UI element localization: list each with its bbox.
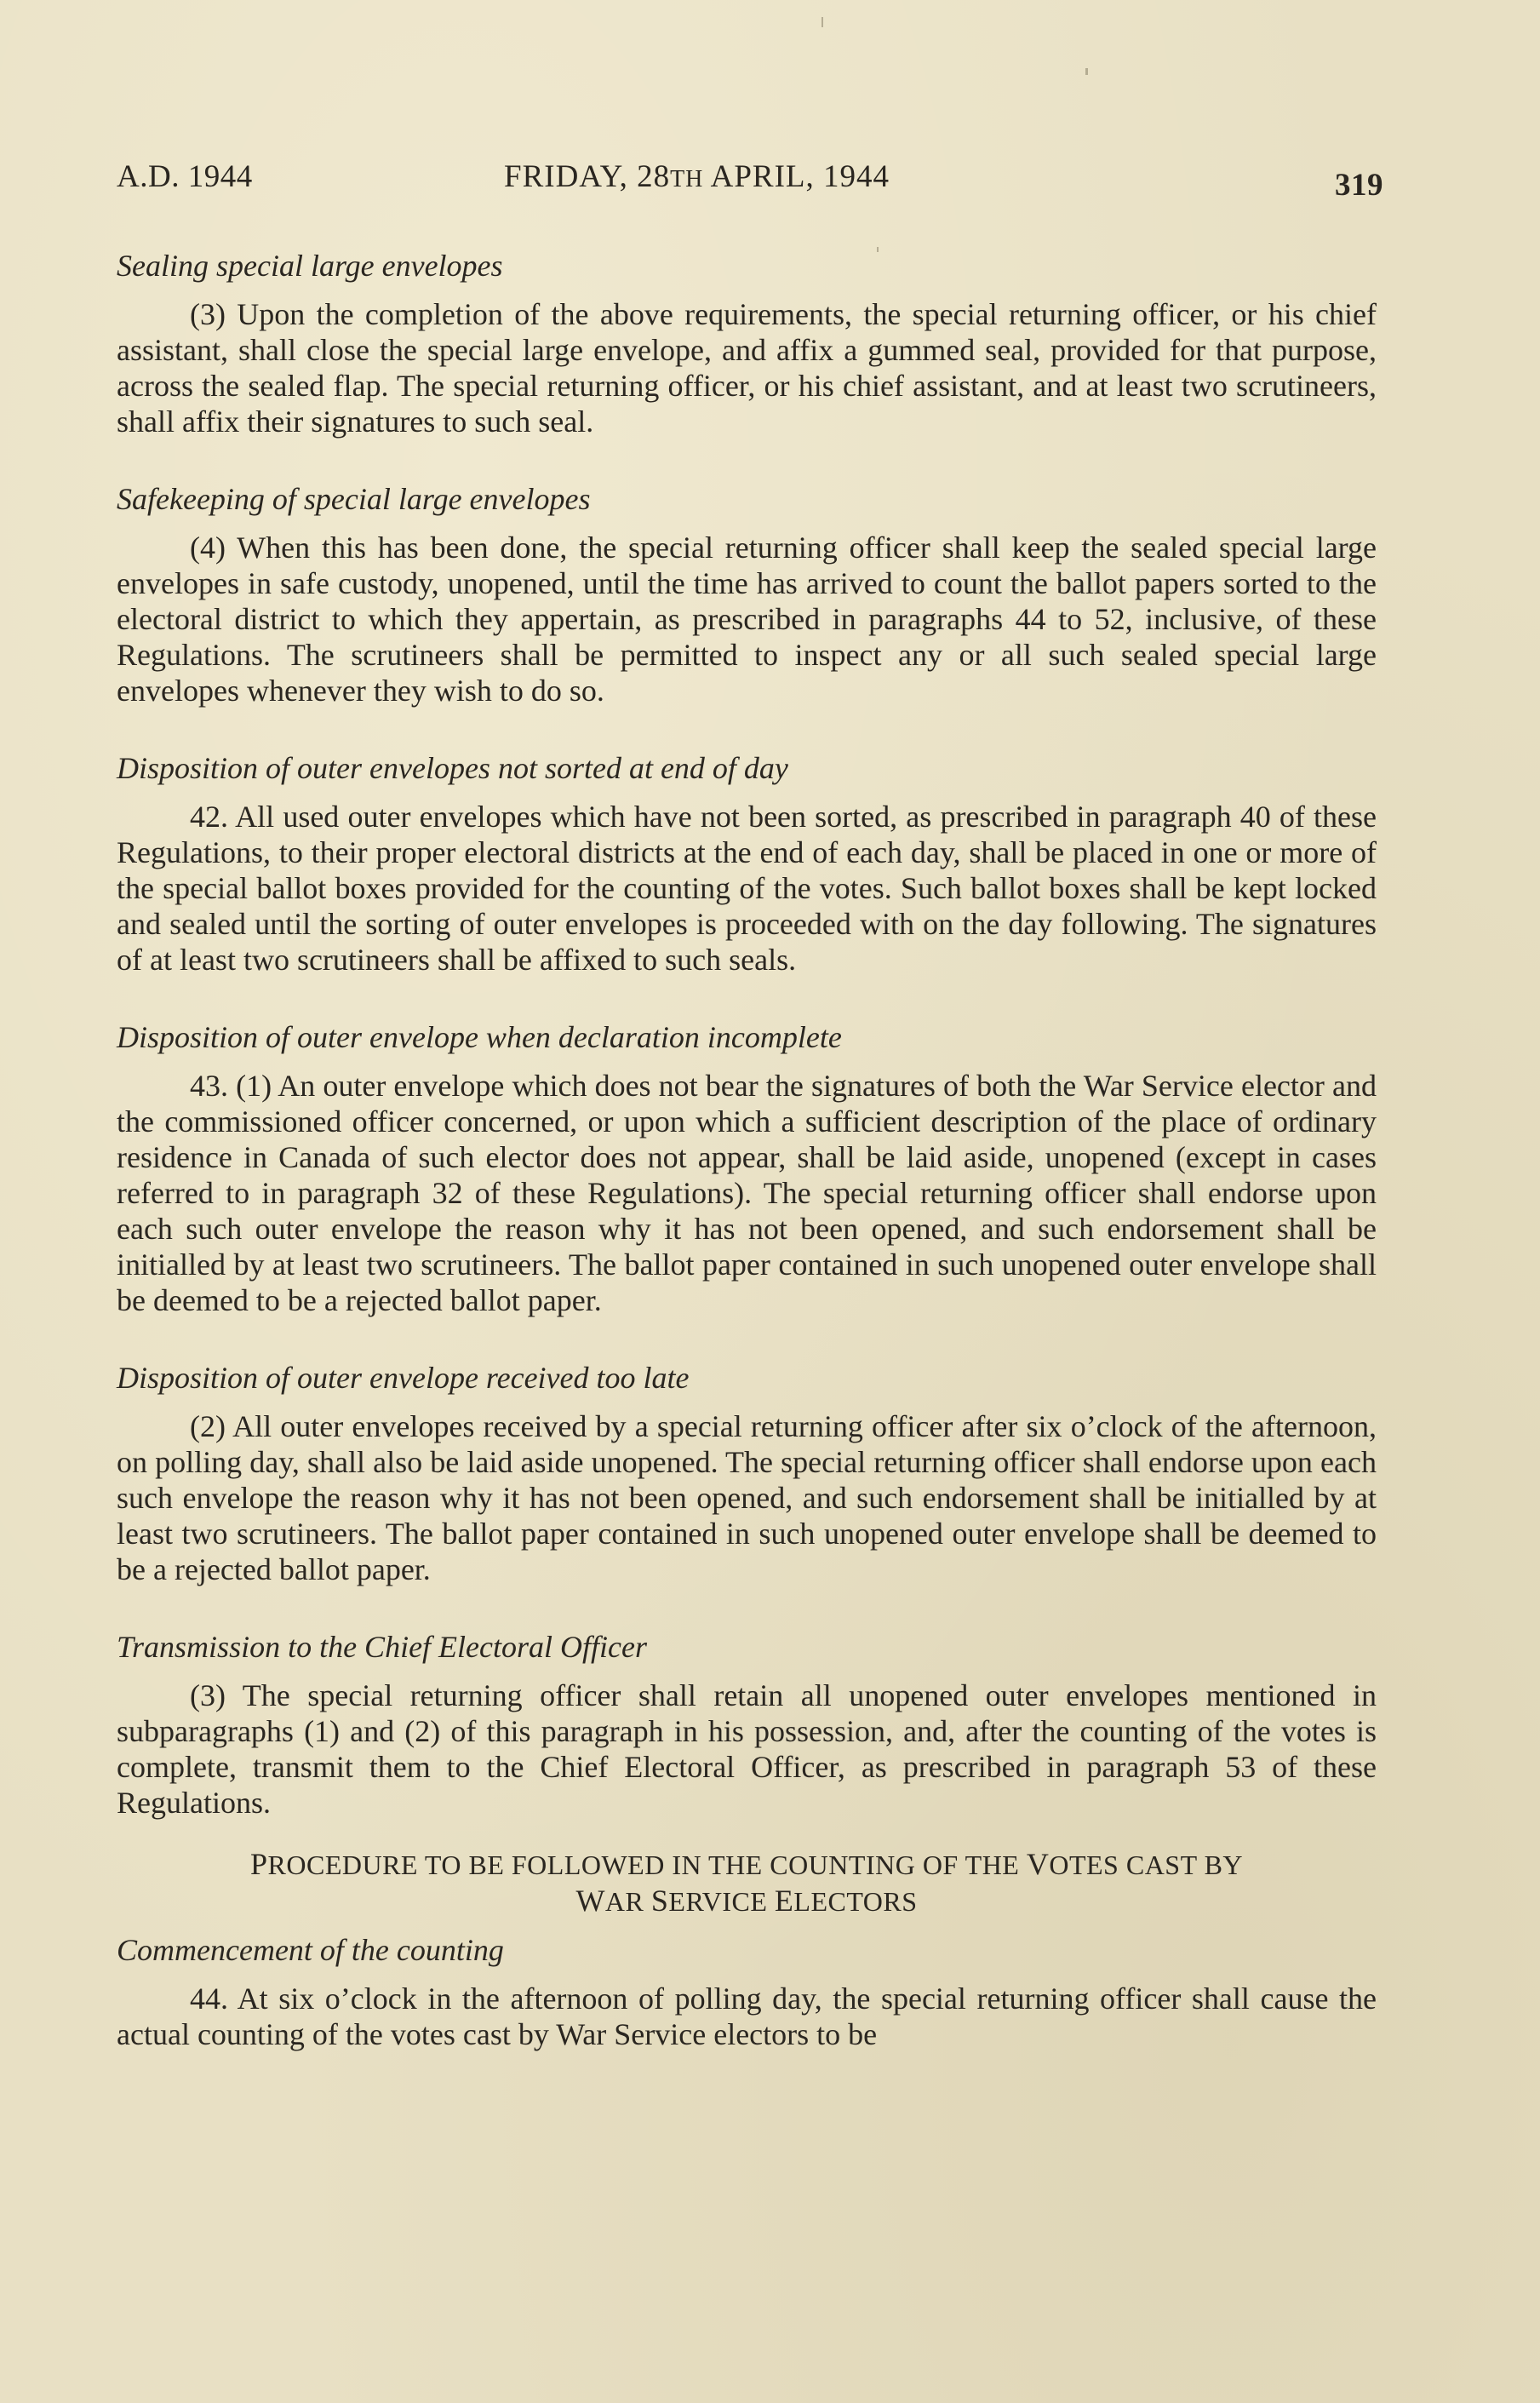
procedure-title — [117, 1846, 1377, 1919]
procedure-title-line-2: WAR SERVICE ELECTORS — [575, 1884, 918, 1918]
section-text-too-late: (2) All outer envelopes received by a special returning officer after six o’clock of the afternoon, on polling day, shall also be laid aside unopened. The special returning officer shall endorse upon each such envelope the reason why it has not been opened, and such endorsement shall be initialled by at least two scrutineers. The ballot paper contained in such unopened outer envelope shall be deemed to be a rejected ballot paper. — [117, 1409, 1377, 1586]
paper-speck — [877, 247, 879, 252]
section-text-declaration-incomplete: 43. (1) An outer envelope which does not bear the signatures of both the War Service elector and the commissioned officer concerned, or upon which a sufficient description of the place of ordinary residence in Canada of such elector does not appear, shall be laid aside, unopened (except in cases referred to in paragraph 32 of these Regulations). The special returning officer shall endorse upon each such outer envelope the reason why it has not been opened, and such endorsement shall be initialled by at least two scrutineers. The ballot paper contained in such unopened outer envelope shall be deemed to be a rejected ballot paper. — [117, 1069, 1377, 1317]
section-text-safekeeping: (4) When this has been done, the special returning officer shall keep the sealed special large envelopes in safe custody, unopened, until the time has arrived to count the ballot papers sorted to the electoral district to which they appertain, as prescribed in paragraphs 44 to 52, inclusive, of these Regulations. The scrutineers shall be permitted to inspect any or all such sealed special large envelopes whenever they wish to do so. — [117, 530, 1377, 708]
section-heading-commencement: Commencement of the counting — [117, 1933, 504, 1967]
section-heading-transmission: Transmission to the Chief Electoral Officer — [117, 1630, 647, 1664]
paper-speck — [1085, 68, 1088, 75]
section-text-commencement: 44. At six o’clock in the afternoon of polling day, the special returning officer shall cause the actual counting of the votes cast by War Service electors to be — [117, 1981, 1377, 2051]
section-heading-declaration-incomplete: Disposition of outer envelope when declaration incomplete — [117, 1020, 842, 1054]
section-text-sealing: (3) Upon the completion of the above requirements, the special returning officer, or his chief assistant, shall close the special large envelope, and affix a gummed seal, provided for that purpose, across the sealed flap. The special returning officer, or his chief assistant, and at least two scrutineers, shall affix their signatures to such seal. — [117, 297, 1377, 439]
page-number: 319 — [1335, 168, 1383, 203]
page-header — [117, 155, 1383, 206]
section-heading-not-sorted: Disposition of outer envelopes not sorted at end of day — [117, 751, 788, 785]
section-heading-sealing: Sealing special large envelopes — [117, 249, 503, 283]
page-body — [117, 247, 1377, 2052]
header-date: FRIDAY, 28TH APRIL, 1944 — [504, 159, 890, 194]
section-text-transmission: (3) The special returning officer shall retain all unopened outer envelopes mentioned in subparagraphs (1) and (2) of this paragraph in his possession, and, after the counting of the votes is complete, transmit them to the Chief Electoral Officer, as prescribed in paragraph 53 of these Regulations. — [117, 1678, 1377, 1820]
section-heading-too-late: Disposition of outer envelope received too late — [117, 1361, 690, 1395]
section-text-not-sorted: 42. All used outer envelopes which have not been sorted, as prescribed in paragraph 40 of these Regulations, to their proper electoral districts at the end of each day, shall be placed in one or more of the special ballot boxes provided for the counting of the votes. Such ballot boxes shall be kept locked and sealed until the sorting of outer envelopes is proceeded with on the day following. The signatures of at least two scrutineers shall be affixed to such seals. — [117, 800, 1377, 977]
procedure-title-line-1: PROCEDURE TO BE FOLLOWED IN THE COUNTING OF THE VOTES CAST BY — [249, 1847, 1244, 1881]
paper-speck — [822, 17, 823, 27]
header-year: A.D. 1944 — [117, 159, 253, 194]
section-heading-safekeeping: Safekeeping of special large envelopes — [117, 482, 591, 516]
